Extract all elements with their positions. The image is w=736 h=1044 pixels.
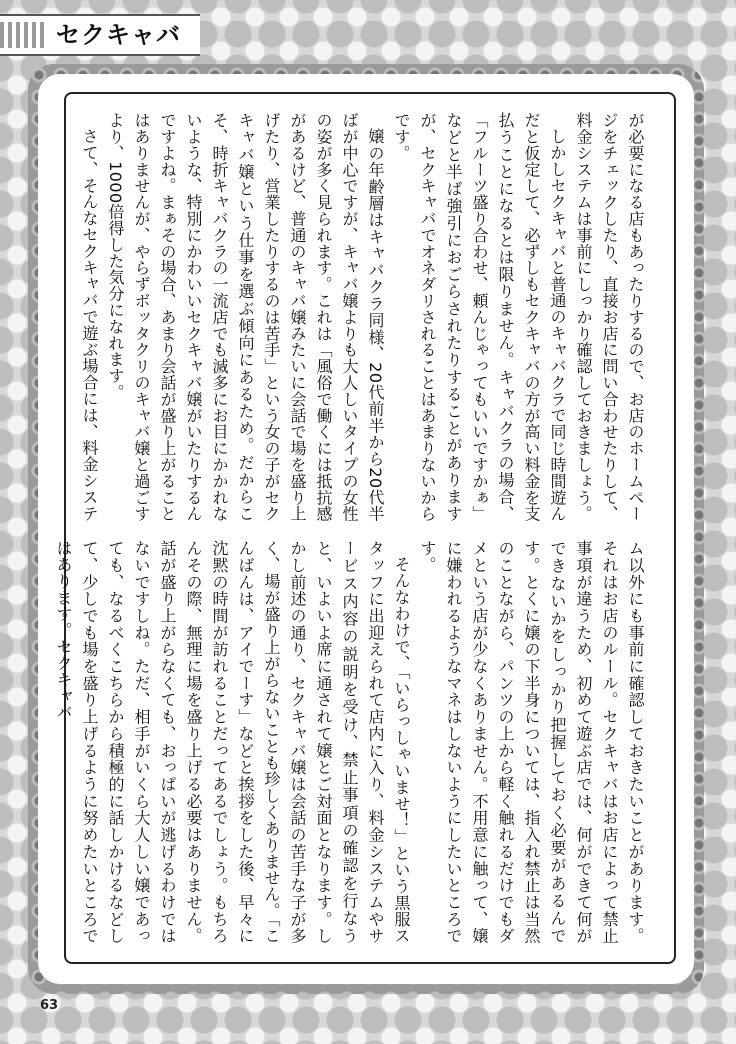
text-block-lower [54,540,648,944]
text-block-upper [80,112,648,522]
paragraph: 嬢の年齢層はキャバクラ同様、20代前半から20代半ばが中心ですが、キャバ嬢よりも大人しいタイプの女性の姿が多く見られます。これは「風俗で働くには抵抗感があるけど、普通のキャバ嬢みたいに会話で場を盛り上げたり、営業したりするのは苦手」という女の子がセクキャバ嬢という仕事を選ぶ傾向にあるため。だからこそ、時折キャバクラの一流店でも滅多にお目にかかれないような、特別にかわいいセクキャバ嬢がいたりするんですよね。まぁその場合、あまり会話が盛り上がることはありませんが、やらずボッタクリのキャバ嬢と過ごすより、1000倍得した気分になれます。 [106,112,385,522]
paragraph: しかしセクキャバと普通のキャバクラで同じ時間遊んだと仮定して、必ずしもセクキャバの方が高い料金を支払うことになるとは限りません。キャバクラの場合、「フルーツ盛り合わせ、頼んじゃってもいいですかぁ」などと半ば強引におごらされたりすることがありますが、セクキャバでオネダリされることはあまりないからです。 [392,112,567,522]
paragraph: さて、そんなセクキャバで遊ぶ場合には、料金システ [80,128,99,522]
chapter-title: セクキャバ [56,21,181,49]
paragraph: ム以外にも事前に確認しておきたいことがあります。それはお店のルール。セクキャバはお店によって禁止事項が違うため、初めて遊ぶ店では、何ができて何ができないかをしっかり把握しておく必要があるんです。とくに嬢の下半身については、指入れ禁止は当然のことながら、パンツの上から軽く触れるだけでもダメという店が少なくありません。不用意に触って、嬢に嫌われるようなマネはしないようにしたいところです。 [418,540,645,944]
paragraph: が必要になる店もあったりするので、お店のホームページをチェックしたり、直接お店に問い合わせたりして、料金システムは事前にしっかり確認しておきましょう。 [574,112,645,522]
page-number: 63 [40,998,59,1013]
text-panel [54,92,676,964]
chapter-header [0,14,200,56]
paragraph: そんなわけで、「いらっしゃいませ！」という黒服スタッフに出迎えられて店内に入り、料金システムやサービス内容の説明を受け、禁止事項の確認を行なうと、いよいよ席に通されて嬢とご対面となります。しかし前述の通り、セクキャバ嬢は会話の苦手な子が多く、場が盛り上がらないことも珍しくありません。「こんばんは、アイでーす」などと挨拶をした後、早々に沈黙の時間が訪れることだってあるでしょう。もちろんその際、無理に場を盛り上げる必要はありません。話が盛り上がらなくても、おっぱいが逃げるわけではないですしね。ただ、相手がいくら大人しい嬢であっても、なるべくこちらから積極的に話しかけるなどして、少しでも場を盛り上げるように努めたいところではあります。セクキャバ [54,540,411,944]
